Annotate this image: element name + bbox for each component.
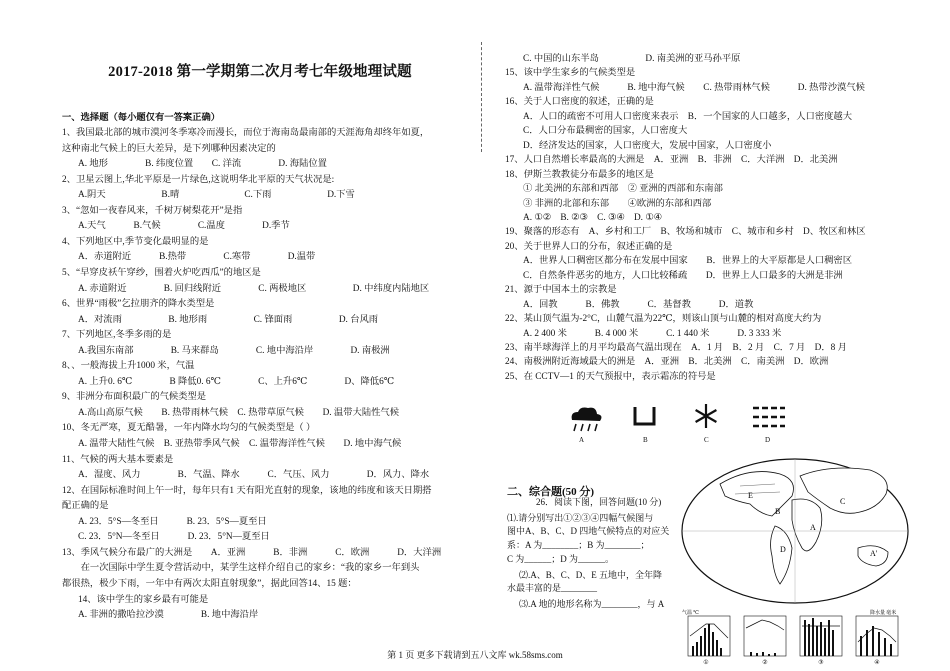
left-line-16: 8、、一般海拔上升1000 米，气温 xyxy=(62,361,195,372)
right-line-21: 23、南半球海洋上的月平均最高气温出现在 A．1 月 B．2 月 C．7 月 D．8 月 xyxy=(505,343,847,353)
left-line-4: 2、卫星云图上,华北平原是一片绿色,这说明华北平原的天气状况是: xyxy=(62,174,335,185)
q26-line-8: ⑶.A 地的地形名称为________，与 A xyxy=(519,599,665,609)
map-label-a: A xyxy=(810,523,816,532)
left-line-9: A．赤道附近 B.热带 C.寒带 D.温带 xyxy=(78,252,316,263)
right-line-19: 22、某山顶气温为-2°C，山麓气温为22℃，则该山顶与山麓的相对高度大约为 xyxy=(505,314,822,325)
q26-line-3: 图中A、B、C、D 四地气候特点的对应关 xyxy=(507,526,670,536)
left-line-22: 11、气候的两大基本要素是 xyxy=(62,454,174,465)
right-line-23: 25、在 CCTV—1 的天气预报中，表示霜冻的符号是 xyxy=(505,371,716,382)
left-line-28: 13、季风气候分布最广的大洲是 A．亚洲 B．非洲 C．欧洲 D．大洋洲 xyxy=(62,547,442,558)
symbol-label-a: A xyxy=(579,436,585,444)
chart-label-3: ③ xyxy=(818,660,824,666)
left-line-20: 10、冬无严寒，夏无酷暑，一年内降水均匀的气候类型是（ ） xyxy=(62,423,316,434)
symbol-label-d: D xyxy=(765,436,771,444)
left-line-13: A．对流雨 B. 地形雨 C. 锋面雨 D. 台风雨 xyxy=(78,314,379,325)
right-line-18: A．回教 B．佛教 C．基督教 D．道教 xyxy=(523,299,754,310)
q26-line-2: ⑴.请分别写出①②③④四幅气候图与 xyxy=(507,513,654,523)
left-line-23: A．湿度、风力 B．气温、降水 C．气压、风力 D．风力、降水 xyxy=(78,470,430,481)
right-line-14: 20、关于世界人口的分布，叙述正确的是 xyxy=(505,241,673,252)
q26-line-1: 26．阅读下图，回答问题(10 分) xyxy=(536,497,662,507)
left-line-32: A. 非洲的撒哈拉沙漠 B. 地中海沿岸 xyxy=(78,610,259,621)
fog-symbol-icon xyxy=(752,404,786,430)
right-line-16: C．自然条件恶劣的地方，人口比较稀疏 D．世界上人口最多的大洲是非洲 xyxy=(523,270,843,281)
left-line-6: 3、“忽如一夜春风来，千树万树梨花开”是指 xyxy=(62,205,243,216)
left-line-24: 12、在国际标准时间上午一时，每年只有1 天有阳光直射的现象，该地的纬度和该天日期搭 xyxy=(62,485,432,496)
right-line-13: 19、聚落的形态有 A、乡村和工厂 B、牧场和城市 C、城市和乡村 D、牧区和林区 xyxy=(505,227,866,238)
right-line-3: A. 温带海洋性气候 B. 地中海气候 C. 热带雨林气候 D. 热带沙漠气候 xyxy=(523,82,865,93)
map-label-e: E xyxy=(748,491,753,500)
q26-line-4: 系：A 为________；B 为________； xyxy=(507,540,650,550)
section-heading-comprehensive: 二、综合题(50 分) xyxy=(507,486,595,498)
left-line-27: C. 23．5°N—冬至日 D. 23．5°N—夏至日 xyxy=(78,532,270,543)
left-line-11: A. 赤道附近 B. 回归线附近 C. 两极地区 D. 中纬度内陆地区 xyxy=(78,283,430,294)
symbol-label-b: B xyxy=(643,436,648,444)
right-line-10: ① 北美洲的东部和西部 ② 亚洲的西部和东南部 xyxy=(523,184,723,195)
right-line-5: A．人口的疏密不可用人口密度来表示 B．一个国家的人口越多，人口密度越大 xyxy=(523,111,853,122)
left-line-10: 5、“早穿皮袄午穿纱，围着火炉吃西瓜”的地区是 xyxy=(62,267,261,278)
right-line-6: C．人口分布最稠密的国家，人口密度大 xyxy=(523,126,688,137)
left-line-1: 1、我国最北部的城市漠河冬季寒冷而漫长，而位于海南岛最南部的天涯海角却终年如夏， xyxy=(62,128,430,138)
left-line-21: A. 温带大陆性气候 B. 亚热带季风气候 C. 温带海洋性气候 D. 地中海气候 xyxy=(78,439,402,449)
left-line-25: 配正确的是 xyxy=(62,501,109,512)
left-line-14: 7、下列地区,冬季多雨的是 xyxy=(62,330,172,341)
page-divider xyxy=(481,42,482,152)
q26-line-6: ⑵.A、B、C、D、E 五地中，全年降 xyxy=(519,570,663,580)
section-heading-choice: 一、选择题（每小题仅有一答案正确） xyxy=(62,113,221,123)
right-line-20: A. 2 400 米 B. 4 000 米 C. 1 440 米 D. 3 333 米 xyxy=(523,328,782,339)
right-line-4: 16、关于人口密度的叙述，正确的是 xyxy=(505,97,654,108)
right-line-11: ③ 非洲的北部和东部 ④欧洲的东部和西部 xyxy=(523,198,712,209)
symbol-label-c: C xyxy=(704,436,709,444)
frost-symbol-icon xyxy=(633,405,657,427)
q26-line-7: 水最丰富的是________ xyxy=(507,583,598,593)
left-line-26: A. 23．5°S—冬至日 B. 23．5°S—夏至日 xyxy=(78,516,267,527)
left-line-12: 6、世界“雨极”乞拉朋齐的降水类型是 xyxy=(62,299,215,310)
page-footer: 第 1 页 更多下载请到五八文库 wk.58sms.com xyxy=(387,650,563,660)
snow-shower-icon xyxy=(566,404,606,434)
right-line-2: 15、该中学生家乡的气候类型是 xyxy=(505,68,636,79)
map-label-d: D xyxy=(780,545,786,554)
chart-label-4: ④ xyxy=(874,660,880,666)
left-line-15: A.我国东南部 B. 马来群岛 C. 地中海沿岸 D. 南极洲 xyxy=(78,345,390,356)
chart-axis-temp: 气温 ℃ xyxy=(682,611,699,616)
left-line-3: A. 地形 B. 纬度位置 C. 洋流 D. 海陆位置 xyxy=(78,159,327,170)
snowflake-icon xyxy=(693,403,719,429)
left-line-17: A. 上升0. 6℃ B 降低0. 6℃ C、上升6℃ D、降低6℃ xyxy=(78,376,395,387)
chart-label-2: ② xyxy=(762,660,768,666)
left-line-2: 这种南北气候上的巨大差异，是下列哪种因素决定的 xyxy=(62,143,276,154)
left-line-29: 在一次国际中学生夏令营活动中，某学生这样介绍自己的家乡：“我的家乡一年到头 xyxy=(62,563,420,574)
map-label-a-prime: A' xyxy=(870,549,878,558)
right-line-7: D．经济发达的国家，人口密度大，发展中国家，人口密度小 xyxy=(523,140,772,151)
q26-line-5: C 为______；D 为______。 xyxy=(507,554,615,564)
left-line-5: A.阴天 B.晴 C.下雨 D.下雪 xyxy=(78,190,355,201)
right-line-9: 18、伊斯兰教教徒分布最多的地区是 xyxy=(505,169,654,180)
left-line-8: 4、下列地区中,季节变化最明显的是 xyxy=(62,236,209,247)
right-line-15: A．世界人口稠密区都分布在发展中国家 B．世界上的大平原都是人口稠密区 xyxy=(523,256,853,267)
world-map-figure xyxy=(680,456,910,606)
right-line-8: 17、人口自然增长率最高的大洲是 A．亚洲 B．非洲 C．大洋洲 D．北美洲 xyxy=(505,155,838,166)
page-title: 2017-2018 第一学期第二次月考七年级地理试题 xyxy=(108,64,412,80)
chart-axis-precip: 降水量 毫米 xyxy=(870,611,897,616)
left-line-30: 都很热，极少下雨，一年中有两次太阳直射现象”，据此回答14、15 题： xyxy=(62,578,357,589)
left-line-7: A.天气 B.气候 C.温度 D.季节 xyxy=(78,221,290,232)
left-line-19: A.高山高原气候 B. 热带雨林气候 C. 热带草原气候 D. 温带大陆性气候 xyxy=(78,407,400,418)
right-line-12: A. ①② B. ②③ C. ③④ D. ①④ xyxy=(523,212,662,223)
map-label-c: C xyxy=(840,497,846,506)
left-line-31: 14、该中学生的家乡最有可能是 xyxy=(78,594,209,605)
map-label-b: B xyxy=(775,507,781,516)
chart-label-1: ① xyxy=(703,660,709,666)
right-line-1: C. 中国的山东半岛 D. 南美洲的亚马孙平原 xyxy=(523,54,741,64)
right-line-22: 24、南极洲附近海域最大的洲是 A．亚洲 B．北美洲 C．南美洲 D．欧洲 xyxy=(505,357,829,368)
right-line-17: 21、源于中国本土的宗教是 xyxy=(505,285,617,296)
left-line-18: 9、非洲分布面积最广的气候类型是 xyxy=(62,392,207,403)
